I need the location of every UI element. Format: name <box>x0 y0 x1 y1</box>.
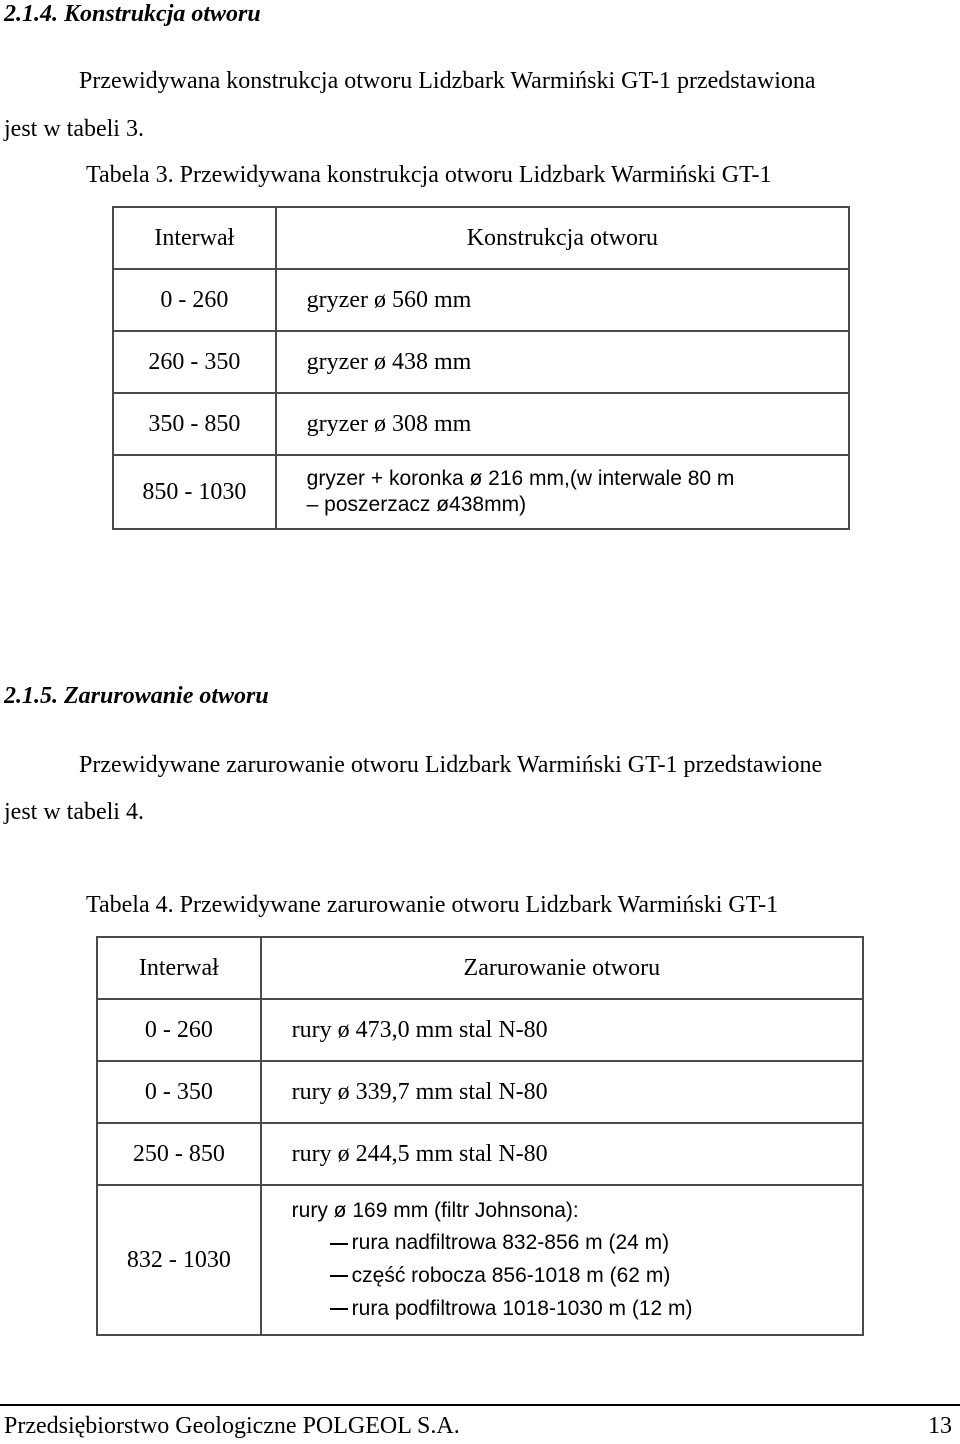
casing-table <box>96 936 864 1336</box>
page-number: 13 <box>928 1413 952 1439</box>
table-row <box>97 999 863 1061</box>
value-line-text: rura podfiltrowa 1018-1030 m (12 m) <box>351 1296 693 1320</box>
paragraph-line: jest w tabeli 3. <box>4 116 144 142</box>
value-cell: gryzer ø 308 mm <box>276 393 849 455</box>
value-cell: rury ø 339,7 mm stal N-80 <box>261 1061 863 1123</box>
column-header: Interwał <box>97 937 261 999</box>
value-cell <box>276 455 849 529</box>
dash-bullet-icon <box>330 1275 348 1277</box>
table-row <box>97 1061 863 1123</box>
value-line-text: część robocza 856-1018 m (62 m) <box>351 1264 671 1287</box>
interval-cell: 0 - 260 <box>97 999 261 1061</box>
section-heading: 2.1.5. Zarurowanie otworu <box>4 683 269 709</box>
column-header: Interwał <box>113 207 276 269</box>
footer-divider <box>0 1404 960 1406</box>
table-row <box>97 1185 863 1335</box>
section-heading: 2.1.4. Konstrukcja otworu <box>4 1 261 27</box>
interval-cell: 260 - 350 <box>113 331 276 393</box>
construction-table <box>112 206 850 530</box>
dash-bullet-icon <box>330 1308 348 1310</box>
interval-cell: 350 - 850 <box>113 393 276 455</box>
footer-company: Przedsiębiorstwo Geologiczne POLGEOL S.A. <box>4 1413 460 1439</box>
table-caption: Tabela 3. Przewidywana konstrukcja otworu Lidzbark Warmiński GT-1 <box>86 162 772 188</box>
interval-cell: 832 - 1030 <box>97 1185 261 1335</box>
paragraph-line: Przewidywane zarurowanie otworu Lidzbark Warmiński GT-1 przedstawione <box>79 752 823 778</box>
dash-bullet-icon <box>330 1243 348 1245</box>
value-line <box>292 1227 862 1260</box>
paragraph-line: Przewidywana konstrukcja otworu Lidzbark Warmiński GT-1 przedstawiona <box>79 68 816 94</box>
table-header-row <box>113 207 849 269</box>
table-row <box>113 269 849 331</box>
value-line <box>292 1293 862 1326</box>
interval-cell: 250 - 850 <box>97 1123 261 1185</box>
interval-cell: 0 - 260 <box>113 269 276 331</box>
value-line-text: rura nadfiltrowa 832-856 m (24 m) <box>351 1231 670 1255</box>
value-cell <box>261 1185 863 1335</box>
value-line: – poszerzacz ø438mm) <box>306 493 527 516</box>
table-header-row <box>97 937 863 999</box>
interval-cell: 0 - 350 <box>97 1061 261 1123</box>
table-row <box>97 1123 863 1185</box>
value-line: gryzer + koronka ø 216 mm,(w interwale 80 m <box>306 466 735 490</box>
table-row <box>113 455 849 529</box>
interval-cell: 850 - 1030 <box>113 455 276 529</box>
value-cell: rury ø 244,5 mm stal N-80 <box>261 1123 863 1185</box>
paragraph-line: jest w tabeli 4. <box>4 799 144 825</box>
column-header: Zarurowanie otworu <box>261 937 863 999</box>
column-header: Konstrukcja otworu <box>276 207 849 269</box>
value-cell: gryzer ø 560 mm <box>276 269 849 331</box>
table-row <box>113 331 849 393</box>
value-cell: rury ø 473,0 mm stal N-80 <box>261 999 863 1061</box>
value-line: rury ø 169 mm (filtr Johnsona): <box>291 1198 579 1222</box>
value-cell: gryzer ø 438 mm <box>276 331 849 393</box>
table-row <box>113 393 849 455</box>
table-caption: Tabela 4. Przewidywane zarurowanie otworu Lidzbark Warmiński GT-1 <box>86 892 779 918</box>
value-line <box>292 1260 862 1293</box>
